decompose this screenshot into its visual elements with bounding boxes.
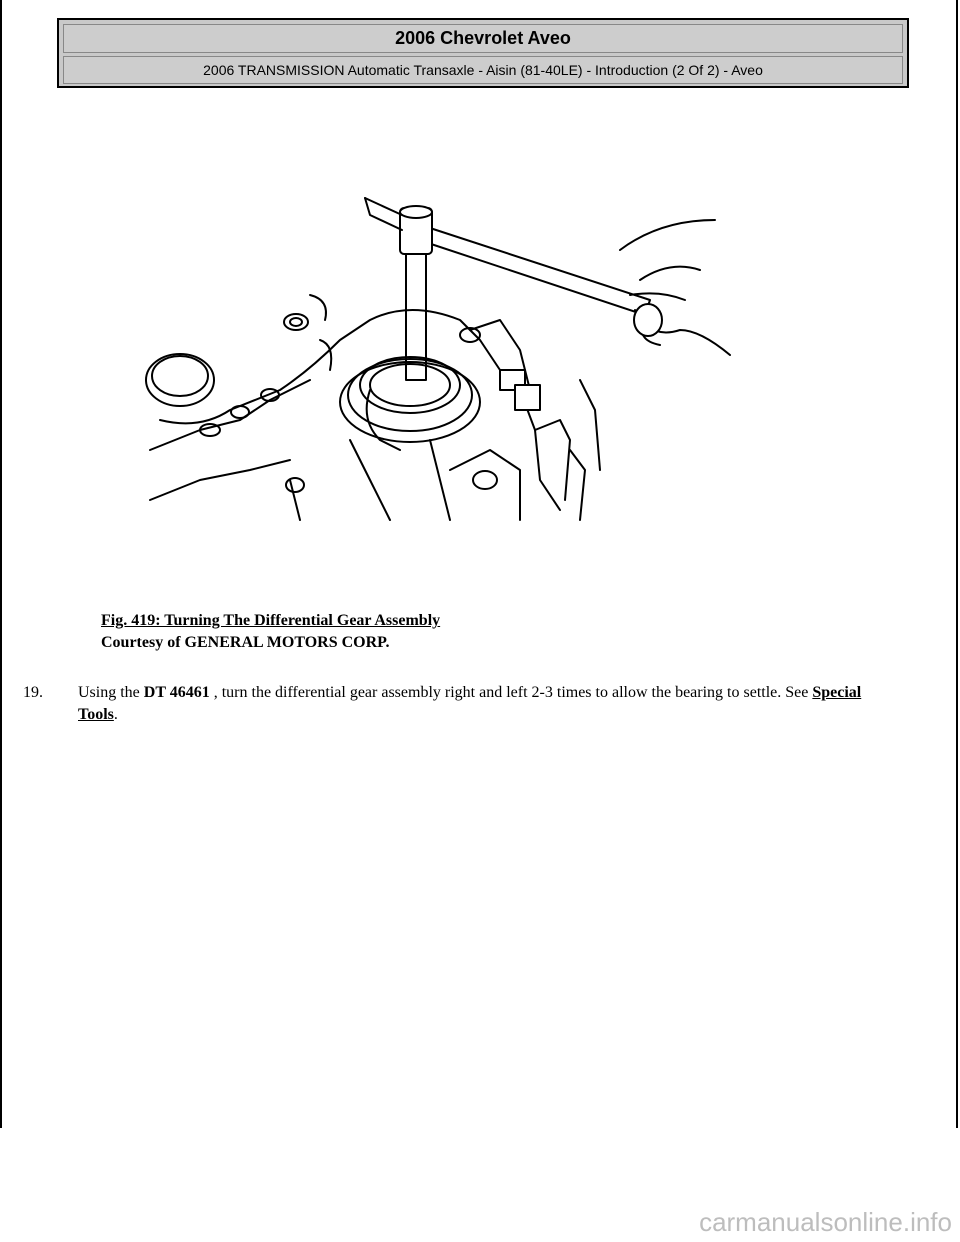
header-title: 2006 Chevrolet Aveo <box>63 24 903 53</box>
figure-title-link[interactable]: Fig. 419: Turning The Differential Gear Assembly <box>101 612 441 629</box>
document-header <box>57 18 909 88</box>
step-text-after: . <box>113 706 118 723</box>
step-text-before: Using the <box>78 684 144 701</box>
watermark: carmanualsonline.info <box>699 1207 952 1237</box>
tool-number: DT 46461 <box>143 684 210 701</box>
step-text <box>78 682 898 726</box>
step-text-middle: , turn the differential gear assembly right and left 2-3 times to allow the bearing to settle. See <box>209 684 813 701</box>
differential-gear-illustration <box>140 180 740 540</box>
header-subtitle: 2006 TRANSMISSION Automatic Transaxle - Aisin (81-40LE) - Introduction (2 Of 2) - Aveo <box>63 56 903 84</box>
figure-caption <box>101 610 440 654</box>
special-tools-link[interactable]: Special Tools <box>78 684 862 723</box>
step-number: 19. <box>23 684 43 701</box>
figure-courtesy: Courtesy of GENERAL MOTORS CORP. <box>101 634 390 651</box>
